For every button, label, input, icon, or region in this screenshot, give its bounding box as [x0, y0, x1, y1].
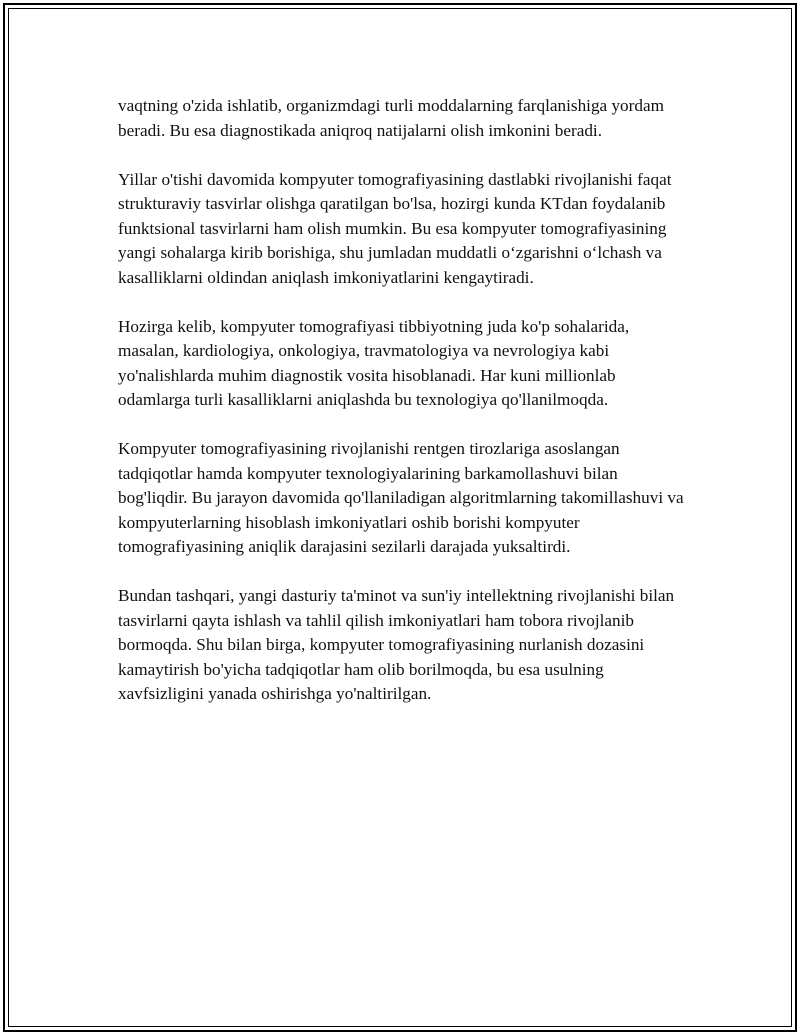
- paragraph-1: vaqtning o'zida ishlatib, organizmdagi turli moddalarning farqlanishiga yordam beradi. Bu esa diagnostikada aniqroq natijalarni olish imkonini beradi.: [118, 96, 664, 140]
- paragraph-5: Bundan tashqari, yangi dasturiy ta'minot va sun'iy intellektning rivojlanishi bilan tasvirlarni qayta ishlash va tahlil qilish imkoniyatlari ham tobora rivojlanib bormoqda. Shu bilan birga, kompyuter tomografiyasining nurlanish dozasini kamaytirish bo'yicha tadqiqotlar ham olib borilmoqda, bu esa usulning xavfsizligini yanada oshirishga yo'naltirilgan.: [118, 586, 675, 703]
- paragraph-2: Yillar o'tishi davomida kompyuter tomografiyasining dastlabki rivojlanishi faqat strukturaviy tasvirlar olishga qaratilgan bo'lsa, hozirgi kunda KTdan foydalanib funktsional tasvirlarni ham olish mumkin. Bu esa kompyuter tomografiyasining yangi sohalarga kirib borishiga, shu jumladan muddatli o‘zgarishni o‘lchash va kasalliklarni oldindan aniqlash imkoniyatlarini kengaytiradi.: [118, 169, 672, 287]
- paragraph-4: Kompyuter tomografiyasining rivojlanishi rentgen tirozlariga asoslangan tadqiqotlar hamda kompyuter texnologiyalarining barkamollashuvi bilan bog'liqdir. Bu jarayon davomida qo'llaniladigan algoritmlarning takomillashuvi va kompyuterlarning hisoblash imkoniyatlari oshib borishi kompyuter tomografiyasining aniqlik darajasini sezilarli darajada yuksaltirdi.: [118, 439, 684, 556]
- paragraph-3: Hozirga kelib, kompyuter tomografiyasi tibbiyotning juda ko'p sohalarida, masalan, kardiologiya, onkologiya, travmatologiya va nevrologiya kabi yo'nalishlarda muhim diagnostik vosita hisoblanadi. Har kuni millionlab odamlarga turli kasalliklarni aniqlashda bu texnologiya qo'llanilmoqda.: [118, 316, 630, 409]
- document-body: [118, 94, 690, 731]
